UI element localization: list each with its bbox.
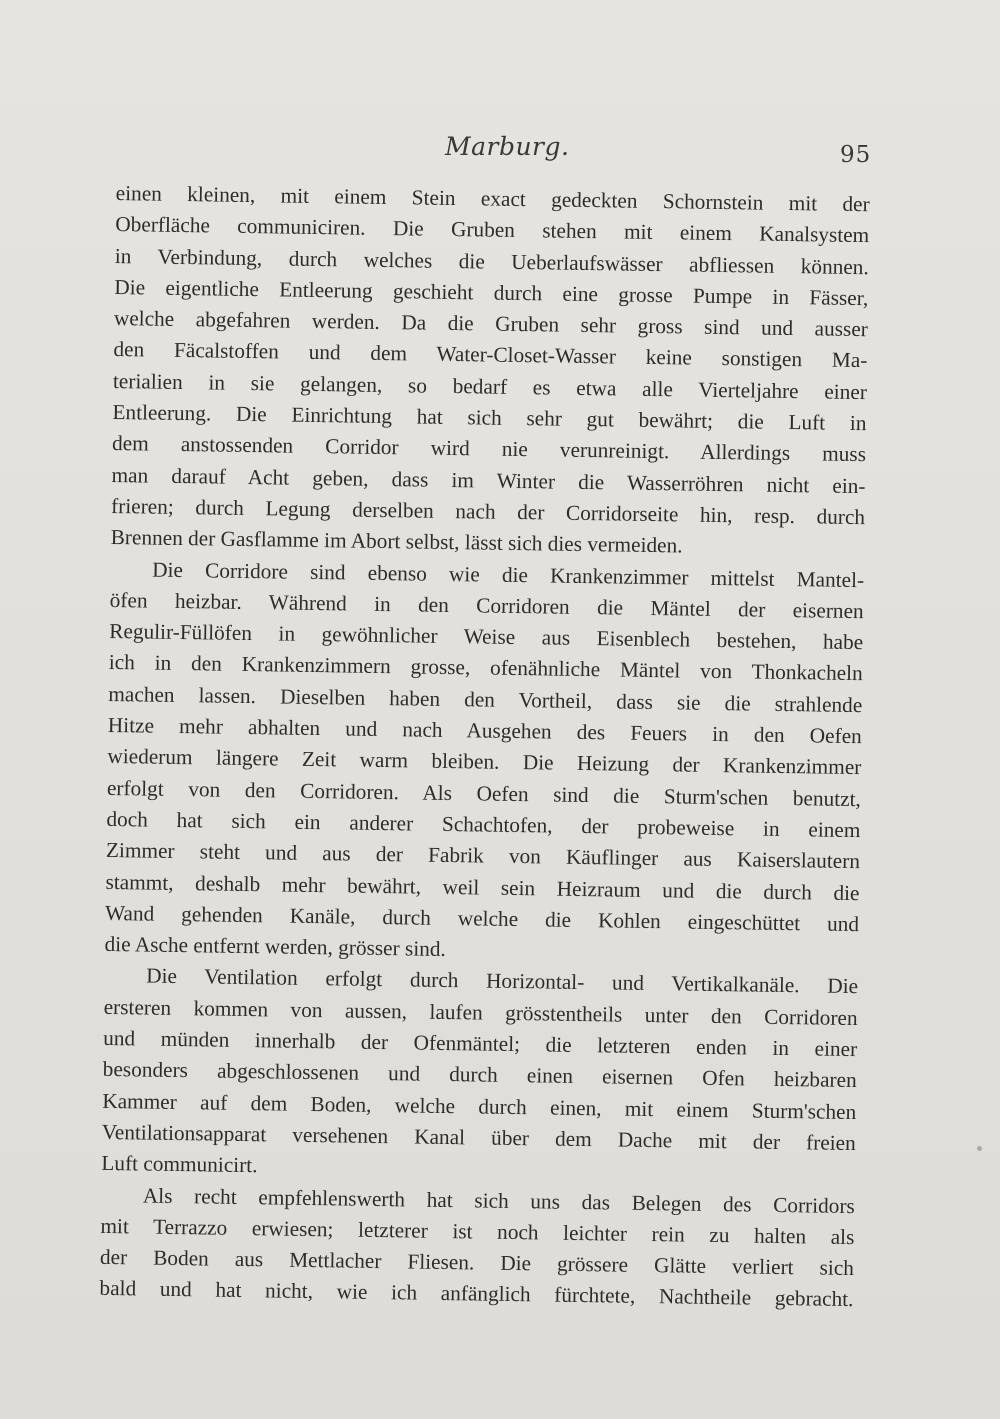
text-line: bald und hat nicht, wie ich anfänglich fürchtete, Nachtheile gebracht.: [99, 1276, 854, 1312]
text-line: in Verbindung, durch welches die Ueberlaufswässer abfliessen können.: [114, 243, 869, 279]
text-line: Brennen der Gasflamme im Abort selbst, lässt sich dies vermeiden.: [110, 525, 683, 558]
text-line: den Fäcalstoffen und dem Water-Closet-Wasser keine sonstigen Ma-: [113, 337, 868, 373]
running-title: Marburg.: [445, 132, 570, 161]
text-line: Die Ventilation erfolgt durch Horizontal- und Vertikalkanäle. Die: [145, 963, 859, 999]
text-line: ich in den Krankenzimmern grosse, ofenähnliche Mäntel von Thonkacheln: [108, 650, 863, 686]
text-line: terialien in sie gelangen, so bedarf es etwa alle Vierteljahre einer: [112, 368, 868, 404]
text-line: Die eigentliche Entleerung geschieht durch eine grosse Pumpe in Fässer,: [114, 274, 869, 311]
text-line: Hitze mehr abhalten und nach Ausgehen des Feuers in den Oefen: [107, 712, 862, 749]
text-line: Entleerung. Die Einrichtung hat sich sehr gut bewährt; die Luft in: [112, 400, 867, 436]
text-line: einen kleinen, mit einem Stein exact gedeckten Schornstein mit der: [115, 180, 870, 217]
text-line: Als recht empfehlenswerth hat sich uns das Belegen des Corridors: [142, 1183, 856, 1218]
text-line: besonders abgeschlossenen und durch einen eisernen Ofen heizbaren: [102, 1057, 857, 1093]
text-line: dem anstossenden Corridor wird nie verunreinigt. Allerdings muss: [111, 431, 867, 467]
text-line: öfen heizbar. Während in den Corridoren die Mäntel der eisernen: [109, 587, 864, 623]
text-line: Wand gehenden Kanäle, durch welche die Kohlen eingeschüttet und: [104, 900, 860, 936]
text-line: ersteren kommen von aussen, laufen grösstentheils unter den Corridoren: [103, 994, 858, 1030]
text-line: Zimmer steht und aus der Fabrik von Käuflinger aus Kaiserslautern: [105, 838, 861, 874]
body-text: [99, 178, 870, 1316]
text-line: und münden innerhalb der Ofenmäntel; die letzteren enden in einer: [103, 1025, 858, 1062]
text-line: Luft communicirt.: [101, 1151, 258, 1178]
text-line: Ventilationsapparat versehenen Kanal über dem Dache mit der freien: [101, 1119, 856, 1155]
text-line: Die Corridore sind ebenso wie die Krankenzimmer mittelst Mantel-: [152, 557, 865, 592]
page-number: 95: [840, 142, 872, 168]
running-head: [0, 132, 1000, 168]
text-line: doch hat sich ein anderer Schachtofen, der probeweise in einem: [106, 806, 861, 843]
text-line: Kammer auf dem Boden, welche durch einen, mit einem Sturm'schen: [102, 1088, 857, 1124]
text-line: man darauf Acht geben, dass im Winter die Wasserröhren nicht ein-: [111, 462, 866, 498]
text-line: machen lassen. Dieselben haben den Vortheil, dass sie die strahlende: [108, 681, 863, 717]
text-line: wiederum längere Zeit warm bleiben. Die Heizung der Krankenzimmer: [107, 744, 862, 780]
text-line: Oberfläche communiciren. Die Gruben stehen mit einem Kanalsystem: [115, 212, 870, 248]
text-line: frieren; durch Legung derselben nach der Corridorseite hin, resp. durch: [110, 493, 866, 530]
text-line: welche abgefahren werden. Da die Gruben sehr gross sind und ausser: [113, 306, 869, 342]
text-line: stammt, deshalb mehr bewährt, weil sein Heizraum und die durch die: [105, 869, 860, 905]
text-line: erfolgt von den Corridoren. Als Oefen sind die Sturm'schen benutzt,: [106, 775, 862, 811]
text-line: der Boden aus Mettlacher Fliesen. Die grössere Glätte verliert sich: [99, 1244, 855, 1281]
text-line: mit Terrazzo erwiesen; letzterer ist noch leichter rein zu halten als: [100, 1213, 855, 1249]
text-line: Regulir-Füllöfen in gewöhnlicher Weise aus Eisenblech bestehen, habe: [109, 619, 864, 655]
text-line: die Asche entfernt werden, grösser sind.: [104, 932, 447, 962]
paper-speck: [977, 1146, 982, 1151]
